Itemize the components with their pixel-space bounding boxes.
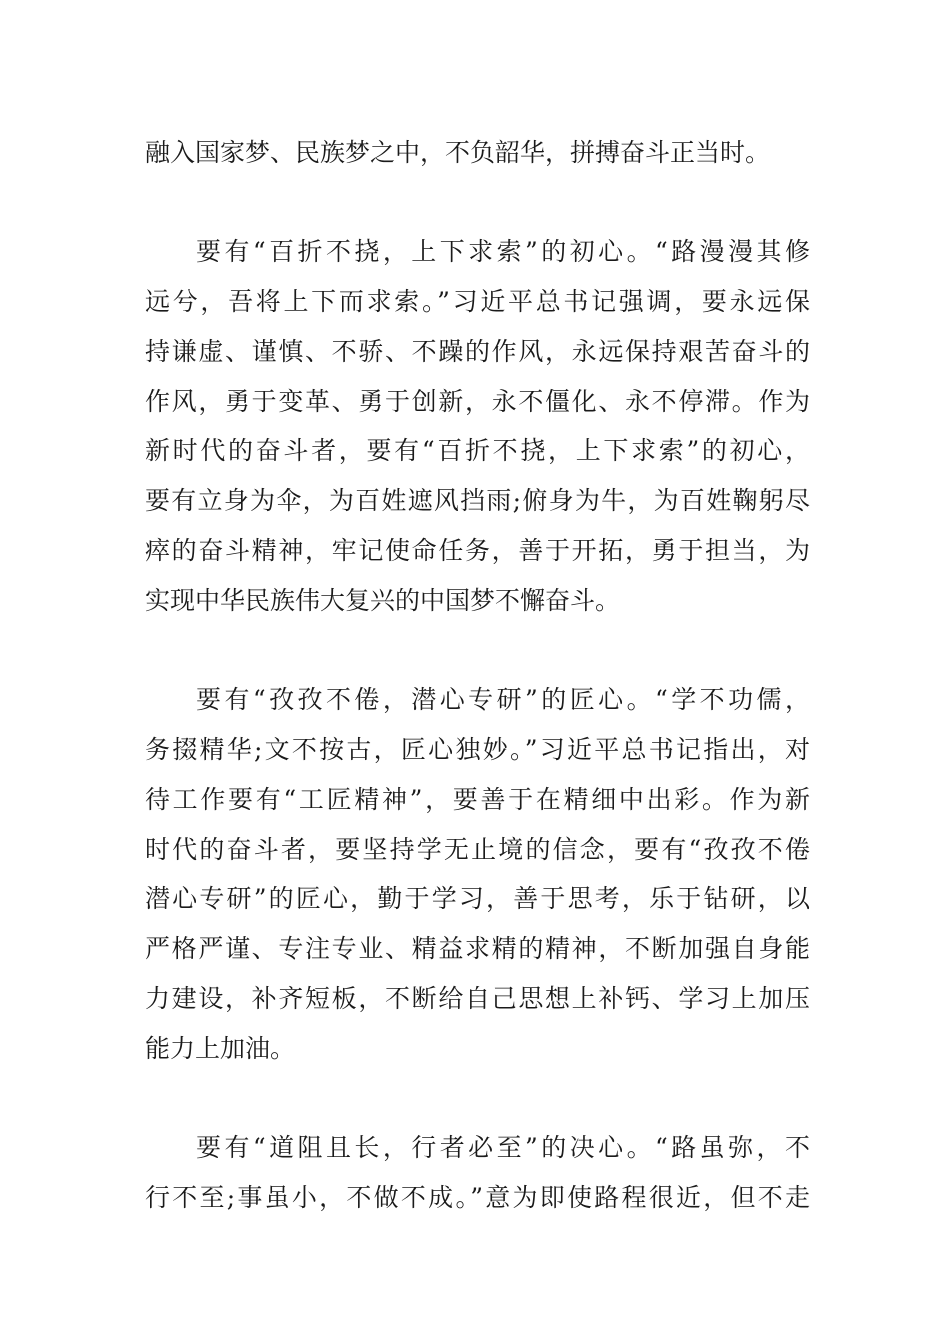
text-line: 瘁的奋斗精神，牢记使命任务，善于开拓，勇于担当，为 <box>145 536 810 565</box>
text-line: 力建设，补齐短板，不断给自己思想上补钙、学习上加压 <box>145 984 810 1013</box>
text-line: 远兮，吾将上下而求索。”习近平总书记强调，要永远保 <box>145 287 810 316</box>
text-line: 要有立身为伞，为百姓遮风挡雨;俯身为牛，为百姓鞠躬尽 <box>145 486 810 515</box>
paragraph-first-line: 要有“孜孜不倦，潜心专研”的匠心。“学不功儒， <box>196 685 810 714</box>
paragraph-first-line: 要有“百折不挠，上下求索”的初心。“路漫漫其修 <box>196 237 810 266</box>
text-line: 持谦虚、谨慎、不骄、不躁的作风，永远保持艰苦奋斗的 <box>145 337 810 366</box>
text-line: 行不至;事虽小，不做不成。”意为即使路程很近，但不走 <box>145 1183 810 1212</box>
text-line: 能力上加油。 <box>145 1034 296 1063</box>
text-line: 潜心专研”的匠心，勤于学习，善于思考，乐于钻研，以 <box>145 884 810 913</box>
text-line: 作风，勇于变革、勇于创新，永不僵化、永不停滞。作为 <box>145 387 810 416</box>
text-line: 待工作要有“工匠精神”，要善于在精细中出彩。作为新 <box>145 785 810 814</box>
text-line: 时代的奋斗者，要坚持学无止境的信念，要有“孜孜不倦 <box>145 835 810 864</box>
text-line: 务掇精华;文不按古，匠心独妙。”习近平总书记指出，对 <box>145 735 810 764</box>
text-line: 实现中华民族伟大复兴的中国梦不懈奋斗。 <box>145 586 621 615</box>
text-line: 严格严谨、专注专业、精益求精的精神，不断加强自身能 <box>145 934 810 963</box>
text-line: 融入国家梦、民族梦之中，不负韶华，拼搏奋斗正当时。 <box>145 138 771 167</box>
paragraph-first-line: 要有“道阻且长，行者必至”的决心。“路虽弥，不 <box>196 1133 810 1162</box>
text-line: 新时代的奋斗者，要有“百折不挠，上下求索”的初心， <box>145 436 810 465</box>
